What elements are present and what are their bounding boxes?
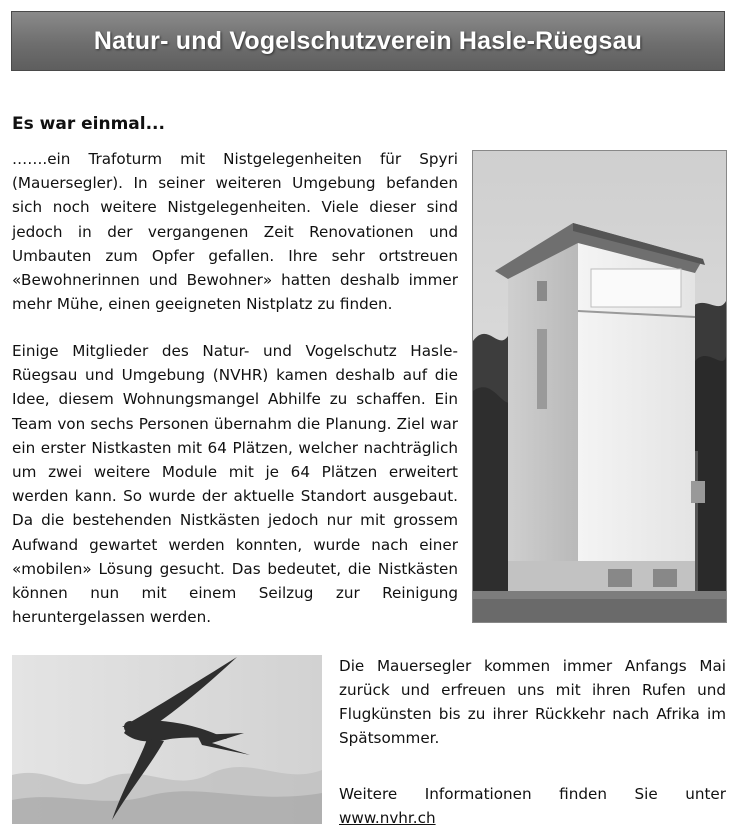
website-link[interactable]: www.nvhr.ch: [339, 809, 436, 827]
paragraph-intro: …….ein Trafoturm mit Nistgelegenheiten für Spyri (Mauersegler). In seiner weiteren Umgebung befanden sich noch weitere Nistgelegenheiten. Viele dieser sind jedoch in der vergangenen Zeit Renovationen und Umbauten zum Opfer gefallen. Ihre sehr ortstreuen «Bewohnerinnen und Bewohner» hatten deshalb immer mehr Mühe, einen geeigneten Nistplatz zu finden.: [12, 150, 458, 314]
more-info-text: Weitere Informationen finden Sie unter: [339, 785, 726, 803]
article-heading: Es war einmal...: [12, 114, 165, 134]
header-banner: [11, 11, 725, 71]
swift-info-text: Die Mauersegler kommen immer Anfangs Mai zurück und erfreuen uns mit ihren Rufen und Flugkünsten bis zu ihrer Rückkehr nach Afrika im Spätsommer.: [339, 657, 726, 747]
swift-bird-photo: [12, 655, 322, 824]
paragraph-project: Einige Mitglieder des Natur- und Vogelschutz Hasle-Rüegsau und Umgebung (NVHR) kamen deshalb auf die Idee, diesem Wohnungsmangel Abhilfe zu schaffen. Ein Team von sechs Personen übernahm die Planung. Ziel war ein erster Nistkasten mit 64 Plätzen, welcher nachträglich um zwei weitere Module mit je 64 Plätzen erweitert werden kann. So wurde der aktuelle Standort ausgebaut. Da die bestehenden Nistkästen jedoch nur mit grossem Aufwand gewartet werden konnten, wurde nach einer «mobilen» Lösung gesucht. Das bedeutet, die Nistkästen können nun mit einem Seilzug zur Reinigung heruntergelassen werden.: [12, 342, 458, 627]
transformer-tower-photo: [472, 150, 727, 623]
page-title: Natur- und Vogelschutzverein Hasle-Rüegsau: [93, 26, 643, 55]
